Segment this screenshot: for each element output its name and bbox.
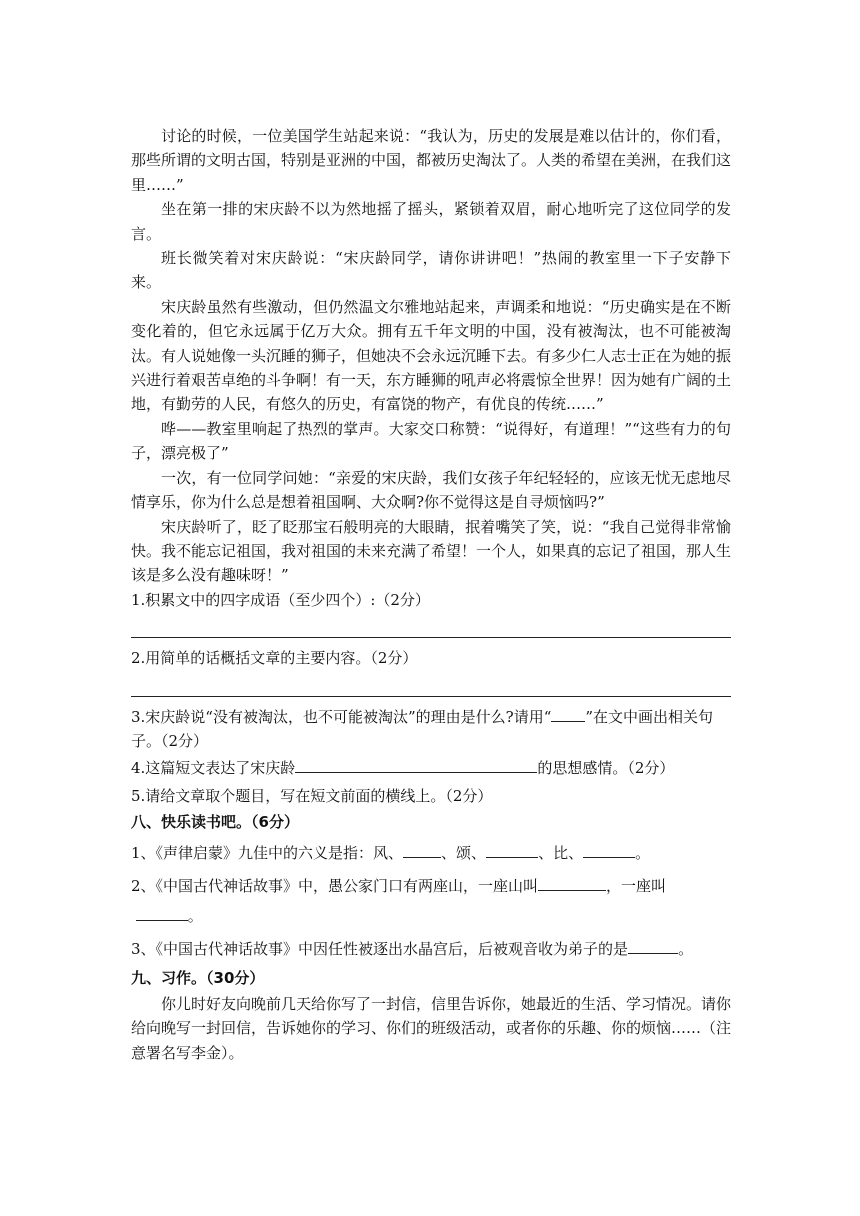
answer-line-2[interactable]	[131, 676, 731, 697]
question-3	[131, 705, 731, 754]
item-1-text-a: 1、《声律启蒙》九佳中的六义是指：风、	[131, 843, 404, 862]
story-paragraph-5: 哗——教室里响起了热烈的掌声。大家交口称赞：“说得好，有道理！”“这些有力的句子，漂亮极了”	[131, 419, 731, 463]
item-1-blank-3[interactable]	[583, 841, 635, 858]
story-paragraph-3: 班长微笑着对宋庆龄说：“宋庆龄同学，请你讲讲吧！”热闹的教室里一下子安静下来。	[131, 249, 731, 292]
section-9-title: 九、习作。（30分）	[131, 968, 265, 987]
item-2-blank-1[interactable]	[538, 874, 606, 891]
story-paragraph-2: 坐在第一排的宋庆龄不以为然地摇了摇头，紧锁着双眉，耐心地听完了这位同学的发言。	[131, 200, 731, 243]
question-4	[131, 756, 731, 780]
section-8-title: 八、快乐读书吧。（6分）	[131, 813, 299, 832]
question-1: 1.积累文中的四字成语（至少四个）:（2分）	[131, 590, 430, 609]
item-1-text-d: 。	[635, 843, 651, 862]
answer-line-1[interactable]	[131, 617, 731, 638]
question-3-underline-sample	[551, 705, 585, 722]
item-2-text-b: ，一座叫	[606, 876, 667, 895]
question-4-text-a: 4.这篇短文表达了宋庆龄	[131, 759, 296, 778]
item-3-blank[interactable]	[628, 937, 678, 954]
section-8-item-2	[131, 871, 731, 931]
item-3-text-a: 3、《中国古代神话故事》中因任性被逐出水晶宫后，后被观音收为弟子的是	[131, 939, 629, 958]
question-5: 5.请给文章取个题目，写在短文前面的横线上。（2分）	[131, 786, 493, 805]
item-2-text-a: 2、《中国古代神话故事》中，愚公家门口有两座山，一座山叫	[131, 876, 539, 895]
question-2: 2.用简单的话概括文章的主要内容。（2分）	[131, 649, 418, 668]
story-paragraph-1: 讨论的时候，一位美国学生站起来说：“我认为，历史的发展是难以估计的，你们看，那些所谓的文明古国，特别是亚洲的中国，都被历史淘汰了。人类的希望在美洲，在我们这里……”	[131, 127, 732, 194]
story-paragraph-7: 宋庆龄听了，眨了眨那宝石般明亮的大眼睛，抿着嘴笑了笑，说：“我自己觉得非常愉快。我不能忘记祖国，我对祖国的未来充满了希望！一个人，如果真的忘记了祖国，那人生该是多么没有趣味呀！”	[131, 517, 732, 585]
item-1-text-b: 、颂、	[441, 843, 487, 862]
item-3-text-b: 。	[678, 939, 694, 958]
item-2-text-c: 。	[187, 906, 203, 925]
item-1-text-c: 、比、	[538, 843, 584, 862]
section-9-prompt: 你儿时好友向晚前几天给你写了一封信，信里告诉你，她最近的生活、学习情况。请你给向晚写一封回信，告诉她你的学习、你们的班级活动，或者你的乐趣、你的烦恼……（注意署名写李金）。	[131, 994, 732, 1062]
section-8-item-1	[131, 838, 731, 868]
item-2-blank-2[interactable]	[136, 904, 188, 921]
exam-page	[131, 124, 731, 1065]
item-1-blank-1[interactable]	[403, 841, 441, 858]
question-3-text-b: ”在文中画出相关句子。（2分）	[131, 707, 714, 750]
item-1-blank-2[interactable]	[486, 841, 538, 858]
question-3-text-a: 3.宋庆龄说“没有被淘汰，也不可能被淘汰”的理由是什么?请用“	[131, 707, 552, 726]
story-paragraph-4: 宋庆龄虽然有些激动，但仍然温文尔雅地站起来，声调柔和地说：“历史确实是在不断变化着的，但它永远属于亿万大众。拥有五千年文明的中国，没有被淘汰，也不可能被淘汰。有人说她像一头沉睡的狮子，但她决不会永远沉睡下去。有多少仁人志士正在为她的振兴进行着艰苦卓绝的斗争啊！有一天，东方睡狮的吼声必将震惊全世界！因为她有广阔的土地，有勤劳的人民，有悠久的历史，有富饶的物产，有优良的传统……”	[131, 297, 732, 414]
question-4-blank[interactable]	[295, 756, 537, 773]
section-8-item-3	[131, 934, 731, 964]
story-paragraph-6: 一次，有一位同学问她：“亲爱的宋庆龄，我们女孩子年纪轻轻的，应该无忧无虑地尽情享乐，你为什么总是想着祖国啊、大众啊?你不觉得这是自寻烦恼吗?”	[131, 468, 731, 512]
question-4-text-b: 的思想感情。（2分）	[537, 759, 675, 778]
